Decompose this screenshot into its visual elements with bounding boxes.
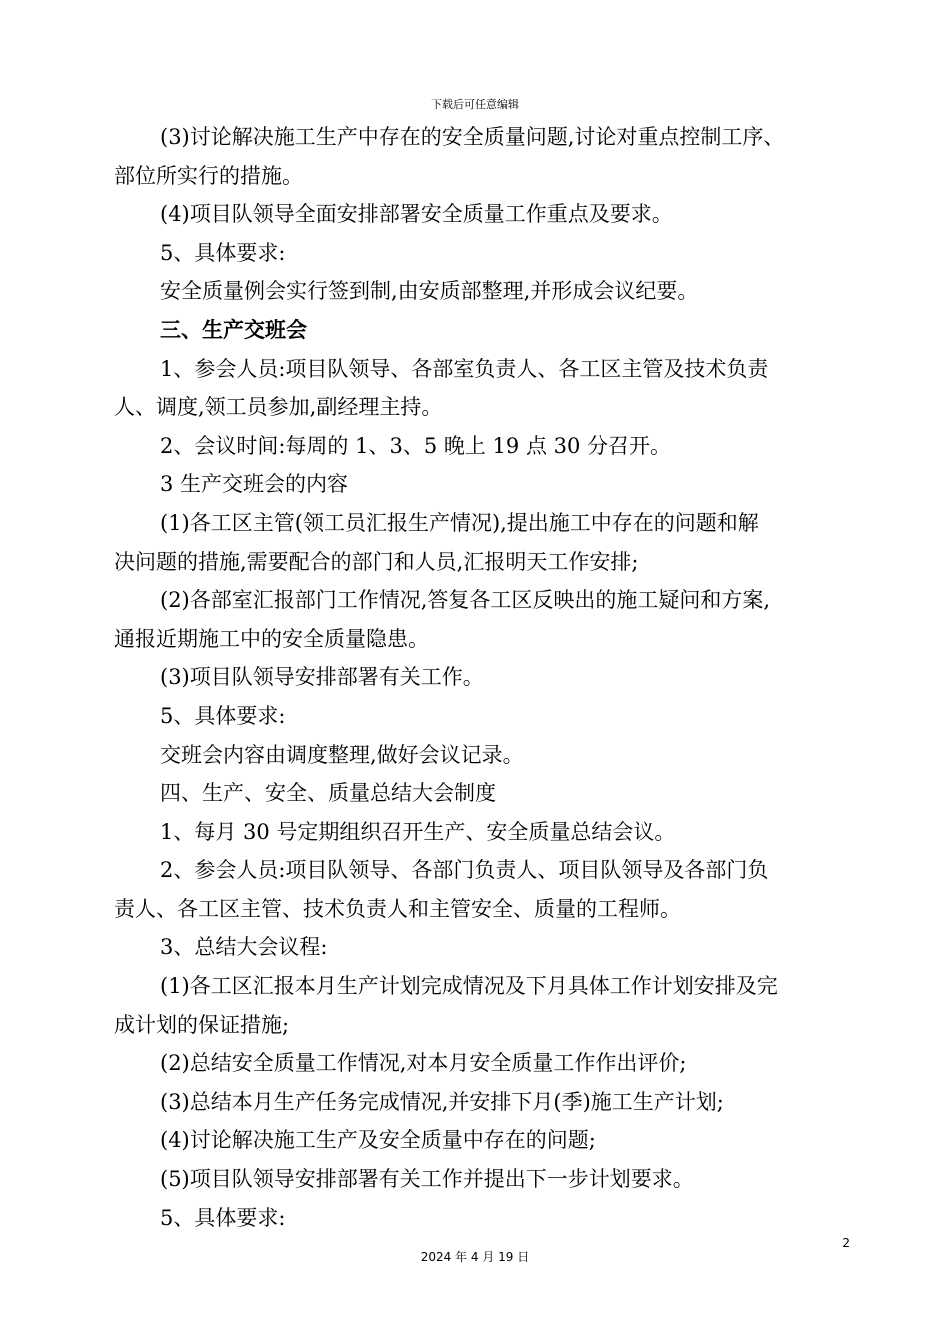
text-line: 3 生产交班会的内容 xyxy=(160,472,349,497)
text-line: 成计划的保证措施; xyxy=(114,1012,290,1037)
text-line: (1)各工区汇报本月生产计划完成情况及下月具体工作计划安排及完 xyxy=(160,974,778,999)
text-line: 部位所实行的措施。 xyxy=(114,163,303,188)
document-body xyxy=(114,118,866,1237)
text-line: 通报近期施工中的安全质量隐患。 xyxy=(114,626,429,651)
text-line: 决问题的措施,需要配合的部门和人员,汇报明天工作安排; xyxy=(114,549,639,574)
text-line: (4)项目队领导全面安排部署安全质量工作重点及要求。 xyxy=(160,202,673,227)
text-line: 责人、各工区主管、技术负责人和主管安全、质量的工程师。 xyxy=(114,896,681,921)
text-line: 四、生产、安全、质量总结大会制度 xyxy=(160,781,496,806)
text-line: (5)项目队领导安排部署有关工作并提出下一步计划要求。 xyxy=(160,1167,694,1192)
section-heading: 三、生产交班会 xyxy=(160,316,307,342)
text-line: (4)讨论解决施工生产及安全质量中存在的问题; xyxy=(160,1128,596,1153)
text-line: 5、具体要求: xyxy=(160,240,286,265)
text-line: (2)总结安全质量工作情况,对本月安全质量工作作出评价; xyxy=(160,1051,687,1076)
text-line: 5、具体要求: xyxy=(160,703,286,728)
text-line: (3)讨论解决施工生产中存在的安全质量问题,讨论对重点控制工序、 xyxy=(160,125,785,149)
text-line: (2)各部室汇报部门工作情况,答复各工区反映出的施工疑问和方案, xyxy=(160,588,771,613)
text-line: (1)各工区主管(领工员汇报生产情况),提出施工中存在的问题和解 xyxy=(160,510,759,535)
text-line: 5、具体要求: xyxy=(160,1205,286,1230)
text-line: (3)项目队领导安排部署有关工作。 xyxy=(160,665,484,690)
text-line: 1、参会人员:项目队领导、各部室负责人、各工区主管及技术负责 xyxy=(160,356,769,381)
text-line: 人、调度,领工员参加,副经理主持。 xyxy=(114,395,443,420)
page-footer-date: 2024 年 4 月 19 日 xyxy=(420,1250,530,1264)
text-line: 1、每月 30 号定期组织召开生产、安全质量总结会议。 xyxy=(160,819,676,844)
page-header: 下载后可任意编辑 xyxy=(431,98,519,111)
text-line: 交班会内容由调度整理,做好会议记录。 xyxy=(160,742,524,767)
text-line: 安全质量例会实行签到制,由安质部整理,并形成会议纪要。 xyxy=(160,279,699,304)
text-line: 2、参会人员:项目队领导、各部门负责人、项目队领导及各部门负 xyxy=(160,858,769,883)
text-line: 3、总结大会议程: xyxy=(160,935,328,960)
text-line: 2、会议时间:每周的 1、3、5 晚上 19 点 30 分召开。 xyxy=(160,433,672,458)
page-number: 2 xyxy=(842,1236,850,1250)
text-line: (3)总结本月生产任务完成情况,并安排下月(季)施工生产计划; xyxy=(160,1089,724,1114)
